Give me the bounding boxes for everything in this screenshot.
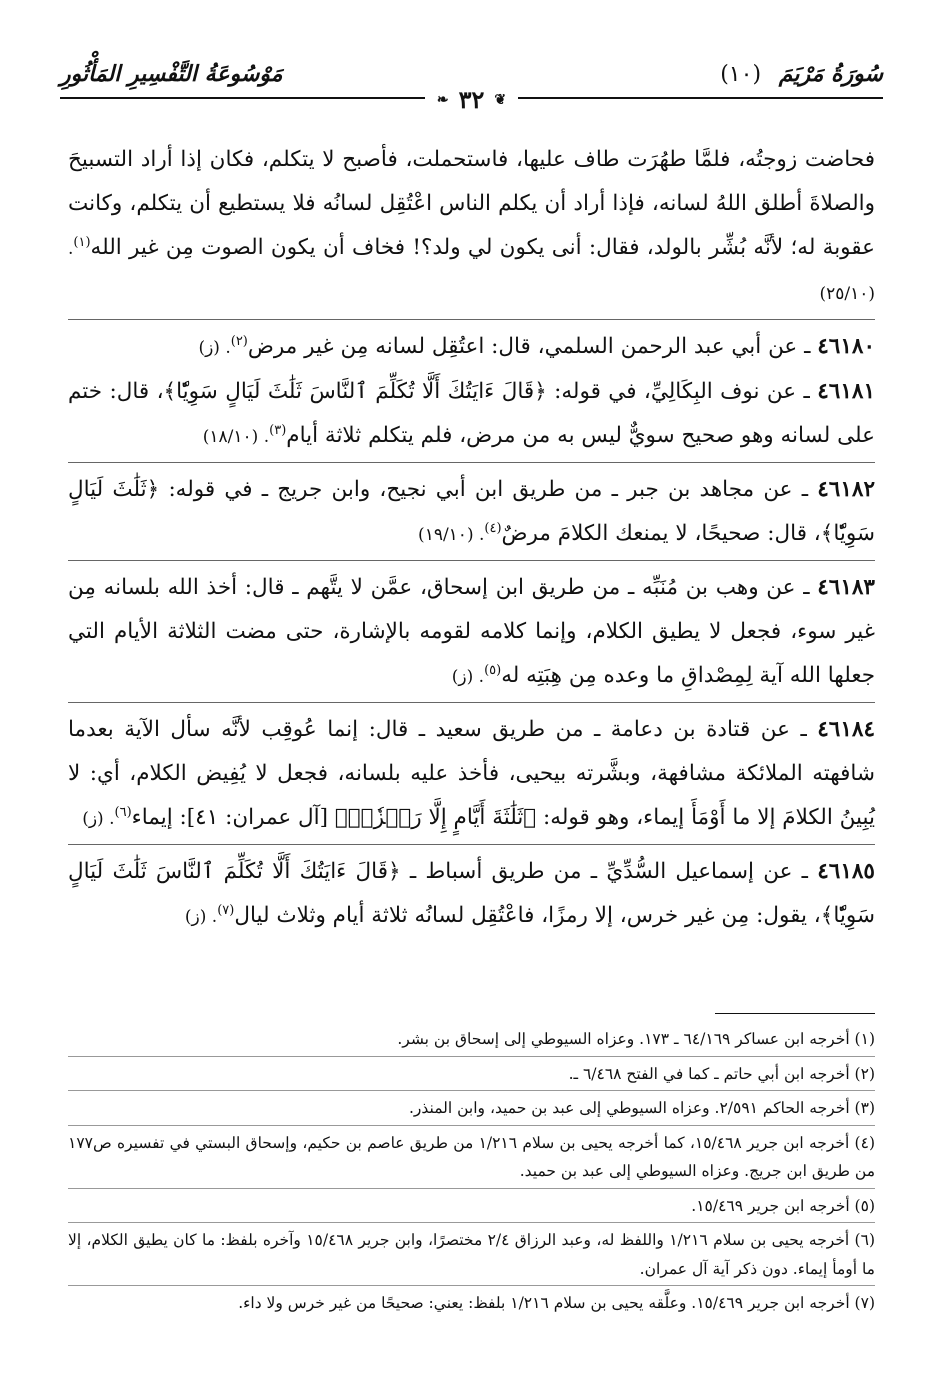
footnote-ref[interactable]: (٥) — [484, 662, 502, 678]
footnote: (٥) أخرجه ابن جرير ١٥/٤٦٩. — [691, 1196, 875, 1215]
divider — [68, 844, 875, 845]
divider — [68, 560, 875, 561]
narration-item: ٤٦١٨٤ ـ عن قتادة بن دعامة ـ من طريق سعيد ـ قال: إنما عُوقِب لأنَّه سأل الآية بعدما شافهته الملائكة مشافهة، وبشَّرته بيحيى، فأخذ عليه بلسانه، فجعل لا يُفِيض الكلام، أي: لا يُبِينُ الكلامَ إلا ما أَوْمَأَ إيماء، وهو قوله: ﴿ثَلَٰثَةَ أَيَّامٍ إِلَّا رَمۡزٗاۗ﴾ [آل عمران: ٤١]: إيماء$^{(٦)}$. (ز) — [68, 717, 875, 830]
main-text — [68, 138, 875, 939]
narration-number: ٤٦١٨٣ — [817, 575, 875, 600]
divider — [68, 702, 875, 703]
book-title: مَوْسُوعَةُ التَّفْسِيرِ المَأْثُورِ — [60, 61, 283, 87]
divider — [68, 1125, 875, 1126]
footnote-ref[interactable]: (٣) — [269, 422, 287, 438]
narration-number: ٤٦١٨١ — [817, 379, 875, 404]
footnote-rule — [715, 1013, 875, 1014]
header-rule-left — [60, 97, 425, 99]
narration-item: ٤٦١٨٢ ـ عن مجاهد بن جبر ـ من طريق ابن أبي نجيح، وابن جريج ـ في قوله: ﴿ثَلَٰثَ لَيَالٍ سَوِيّٗا﴾، قال: صحيحًا، لا يمنعك الكلامَ مرضٌ$^{(٤)}$. (١٩/١٠) — [68, 477, 875, 546]
footnote-ref[interactable]: (٦) — [114, 804, 132, 820]
narration-item: ٤٦١٨٠ ـ عن أبي عبد الرحمن السلمي، قال: اعتُقِل لسانه مِن غير مرض$^{(٢)}$. (ز) — [198, 333, 875, 359]
surah-title: سُورَةُ مَرْيَمَ — [778, 61, 883, 87]
footnote: (٤) أخرجه ابن جرير ١٥/٤٦٨، كما أخرجه يحيى بن سلام ١/٢١٦ من طريق عاصم بن حكيم، وإسحاق البستي في تفسيره ص١٧٧ من طريق ابن جريج. وعزاه السيوطي إلى عبد بن حميد. — [68, 1133, 875, 1180]
divider — [68, 1188, 875, 1189]
footnote: (٧) أخرجه ابن جرير ١٥/٤٦٩. وعلَّقه يحيى بن سلام ١/٢١٦ بلفظ: يعني: صحيحًا من غير خرس ولا داء. — [238, 1294, 875, 1312]
page-header — [60, 55, 883, 115]
divider — [68, 319, 875, 320]
footnote-ref[interactable]: (٤) — [484, 520, 502, 536]
divider — [68, 1222, 875, 1223]
narration-item: ٤٦١٨٣ ـ عن وهب بن مُنَبِّه ـ من طريق ابن إسحاق، عمَّن لا يتَّهم ـ قال: أخذ الله بلسانه مِن غير سوء، فجعل لا يطيق الكلام، وإنما كلامه لقومه بالإشارة، حتى مضت الثلاثة الأيام التي جعلها الله آية لِمِصْداقِ ما وعده مِن هِبَتِه له$^{(٥)}$. (ز) — [68, 575, 875, 688]
footnote: (٦) أخرجه يحيى بن سلام ١/٢١٦ واللفظ له، وعبد الرزاق ٢/٤ مختصرًا، وابن جرير ١٥/٤٦٨ وآخره بلفظ: ما كان يطيق الكلام، إلا ما أومأ إيماء. دون ذكر آية آل عمران. — [68, 1231, 875, 1278]
footnotes — [68, 1025, 875, 1318]
page-number-block — [437, 85, 506, 114]
paragraph: فحاضت زوجتُه، فلمَّا طهُرَت طاف عليها، فاستحملت، فأصبح لا يتكلم، فكان إذا أراد التسبيحَ والصلاةَ أطلق اللهُ لسانه، فإذا أراد أن يكلم الناس اعْتُقِل لسانُه فلا يستطيع أن يتكلم، وكانت عقوبة له؛ لأنَّه بُشِّر بالولد، فقال: أنى يكون لي ولد؟! فخاف أن يكون الصوت مِن غير الله$^{(١)}$. (٢٥/١٠) — [68, 147, 875, 304]
narration-number: ٤٦١٨٢ — [817, 477, 875, 502]
footnote: (١) أخرجه ابن عساكر ٦٤/١٦٩ ـ ١٧٣. وعزاه السيوطي إلى إسحاق بن بشر. — [397, 1030, 875, 1048]
ornament-icon: ❦ — [494, 91, 507, 108]
narration-item: ٤٦١٨١ ـ عن نوف البِكَالِيِّ، في قوله: ﴿قَالَ ءَايَتُكَ أَلَّا تُكَلِّمَ ٱلنَّاسَ ثَلَٰثَ لَيَالٍ سَوِيّٗا﴾، قال: ختم على لسانه وهو صحيح سويٌّ ليس به من مرض، فلم يتكلم ثلاثة أيام$^{(٣)}$. (١٨/١٠) — [68, 379, 875, 448]
divider — [68, 1056, 875, 1057]
narration-item: ٤٦١٨٥ ـ عن إسماعيل السُّدِّيِّ ـ من طريق أسباط ـ ﴿قَالَ ءَايَتُكَ أَلَّا تُكَلِّمَ ٱلنَّاسَ ثَلَٰثَ لَيَالٍ سَوِيّٗا﴾، يقول: مِن غير خرس، إلا رمزًا، فاعْتُقِل لسانُه ثلاثة أيام وثلاث ليال$^{(٧)}$. (ز) — [68, 859, 875, 928]
narration-number: ٤٦١٨٤ — [817, 717, 875, 742]
footnote-ref[interactable]: (٧) — [217, 902, 235, 918]
page-number: ٣٢ — [458, 85, 485, 114]
header-rule-right — [518, 97, 883, 99]
surah-number: (١٠) — [720, 62, 762, 87]
narration-number: ٤٦١٨٠ — [817, 334, 875, 359]
divider — [68, 1090, 875, 1091]
footnote-ref[interactable]: (٢) — [230, 333, 248, 349]
footnote: (٣) أخرجه الحاكم ٢/٥٩١. وعزاه السيوطي إلى عبد بن حميد، وابن المنذر. — [408, 1099, 875, 1117]
footnote: (٢) أخرجه ابن أبي حاتم ـ كما في الفتح ٦/٤٦٨ ـ. — [568, 1064, 875, 1083]
divider — [68, 462, 875, 463]
ornament-icon: ❧ — [436, 91, 449, 108]
divider — [68, 1285, 875, 1286]
surah-header — [720, 61, 883, 87]
footnote-ref[interactable]: (١) — [73, 234, 91, 250]
narration-number: ٤٦١٨٥ — [817, 859, 875, 884]
